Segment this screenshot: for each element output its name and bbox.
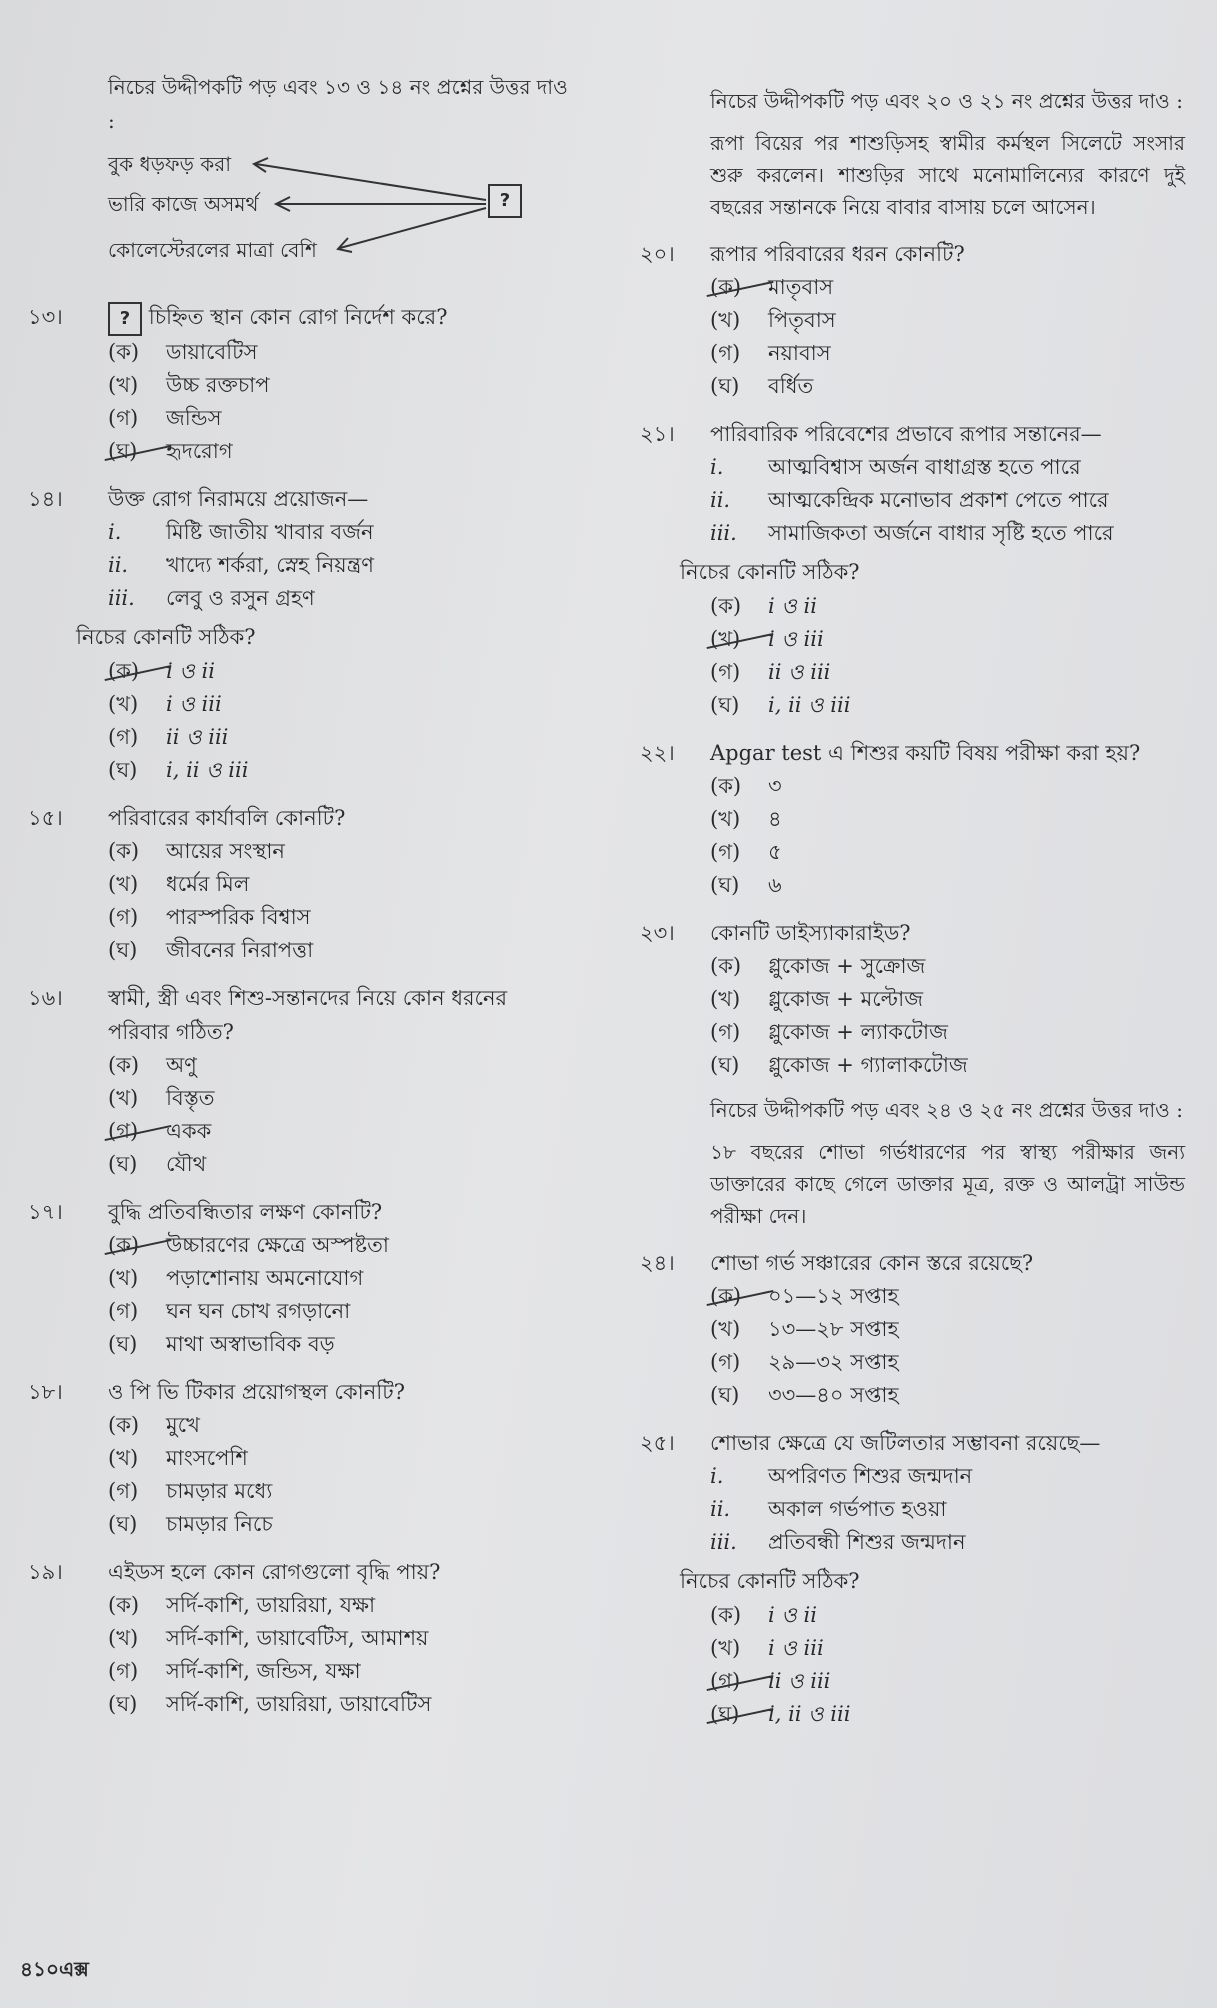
option-gha: (ঘ) হৃদরোগ: [108, 435, 588, 468]
question-25: [640, 1426, 1185, 1731]
question-text: পরিবারের কার্যাবলি কোনটি?: [108, 806, 346, 830]
option-ka: (ক) i ও ii: [108, 655, 588, 688]
question-text: শোভার ক্ষেত্রে যে জটিলতার সম্ভাবনা রয়েছে—: [710, 1431, 1101, 1455]
marked-answer: (গ): [710, 1665, 768, 1698]
question-number: ১৫।: [28, 806, 63, 830]
question-text: রূপার পরিবারের ধরন কোনটি?: [710, 242, 965, 266]
option-ka: (ক) ডায়াবেটিস: [108, 340, 258, 364]
statement-i: i. আত্মবিশ্বাস অর্জন বাধাগ্রস্ত হতে পারে: [710, 455, 1081, 479]
question-text: উক্ত রোগ নিরাময়ে প্রয়োজন—: [108, 487, 369, 511]
choose-prompt: নিচের কোনটি সঠিক?: [680, 1569, 860, 1593]
question-number: ১৩।: [28, 305, 63, 329]
statement-ii: ii. আত্মকেন্দ্রিক মনোভাব প্রকাশ পেতে পারে: [710, 488, 1109, 512]
question-number: ২৪।: [640, 1251, 675, 1275]
question-text: পারিবারিক পরিবেশের প্রভাবে রূপার সন্তানের—: [710, 422, 1102, 446]
passage-20-21: রূপা বিয়ের পর শাশুড়িসহ স্বামীর কর্মস্থল সিলেটে সংসার শুরু করলেন। শাশুড়ির সাথে মনোমালিন্যের কারণে দুই বছরের সন্তানকে নিয়ে বাবার বাসায় চলে আসেন।: [710, 131, 1185, 219]
symptom-diagram: [108, 150, 588, 300]
option-gha: (ঘ) বর্ধিত: [710, 374, 814, 398]
option-gha: (ঘ) ৩৩—৪০ সপ্তাহ: [710, 1383, 899, 1407]
option-kha: (খ) ৪: [710, 807, 782, 831]
question-number: ২৩।: [640, 921, 675, 945]
marked-answer: (গ): [108, 1115, 166, 1148]
option-ka: (ক) আয়ের সংস্থান: [108, 839, 285, 863]
question-number: ২৫।: [640, 1431, 675, 1455]
option-ga: (গ) ঘন ঘন চোখ রগড়ানো: [108, 1299, 351, 1323]
question-21: [640, 417, 1185, 722]
option-kha: (খ) মাংসপেশি: [108, 1446, 248, 1470]
question-number: ২২।: [640, 741, 675, 765]
statement-ii: ii. খাদ্যে শর্করা, স্নেহ নিয়ন্ত্রণ: [108, 553, 374, 577]
diagram-item-3: কোলেস্টেরলের মাত্রা বেশি: [108, 238, 317, 262]
option-kha: (খ) ধর্মের মিল: [108, 872, 250, 896]
question-15: [28, 801, 588, 967]
question-number: ১৯।: [28, 1560, 63, 1584]
option-ga: (গ) নয়াবাস: [710, 341, 831, 365]
option-gha: (ঘ) ৬: [710, 873, 782, 897]
question-23: [640, 916, 1185, 1082]
question-text: ও পি ভি টিকার প্রয়োগস্থল কোনটি?: [108, 1380, 405, 1404]
question-24: [640, 1246, 1185, 1412]
option-gha: (ঘ) i, ii ও iii: [710, 693, 851, 717]
option-ka: (ক) গ্লুকোজ + সুক্রোজ: [710, 954, 926, 978]
option-ka: (ক) উচ্চারণের ক্ষেত্রে অস্পষ্টতা: [108, 1229, 588, 1262]
diagram-arrows: [108, 150, 528, 290]
question-19: [28, 1555, 588, 1721]
option-ka: (ক) অণু: [108, 1053, 197, 1077]
option-ga: (গ) ii ও iii: [710, 1665, 1185, 1698]
question-number: ১৬।: [28, 986, 63, 1010]
option-kha: (খ) গ্লুকোজ + মল্টোজ: [710, 987, 923, 1011]
question-22: [640, 736, 1185, 902]
statement-iii: iii. লেবু ও রসুন গ্রহণ: [108, 586, 315, 610]
question-text: শোভা গর্ভ সঞ্চারের কোন স্তরে রয়েছে?: [710, 1251, 1034, 1275]
option-gha: (ঘ) জীবনের নিরাপত্তা: [108, 938, 314, 962]
question-text: বুদ্ধি প্রতিবন্ধিতার লক্ষণ কোনটি?: [108, 1200, 383, 1224]
option-kha: (খ) i ও iii: [108, 692, 222, 716]
question-text: চিহ্নিত স্থান কোন রোগ নির্দেশ করে?: [148, 305, 448, 329]
option-gha: (ঘ) মাথা অস্বাভাবিক বড়: [108, 1332, 335, 1356]
option-kha: (খ) i ও iii: [710, 1636, 824, 1660]
option-ga: (গ) ii ও iii: [108, 725, 229, 749]
question-16: [28, 981, 588, 1181]
choose-prompt: নিচের কোনটি সঠিক?: [680, 560, 860, 584]
marked-answer: (ঘ): [108, 435, 166, 468]
option-ga: (গ) ii ও iii: [710, 660, 831, 684]
question-text: এইডস হলে কোন রোগগুলো বৃদ্ধি পায়?: [108, 1560, 441, 1584]
option-kha: (খ) বিস্তৃত: [108, 1086, 215, 1110]
diagram-item-1: বুক ধড়ফড় করা: [108, 152, 232, 176]
option-ga: (গ) গ্লুকোজ + ল্যাকটোজ: [710, 1020, 948, 1044]
marked-answer: (ক): [108, 655, 166, 688]
option-kha: (খ) পড়াশোনায় অমনোযোগ: [108, 1266, 364, 1290]
option-ka: (ক) মুখে: [108, 1413, 200, 1437]
option-ga: (গ) সর্দি-কাশি, জন্ডিস, যক্ষা: [108, 1659, 361, 1683]
option-ga: (গ) ৫: [710, 840, 782, 864]
question-mark-box: ?: [488, 184, 522, 218]
option-ga: (গ) পারস্পরিক বিশ্বাস: [108, 905, 311, 929]
question-number: ২০।: [640, 242, 675, 266]
option-kha: (খ) সর্দি-কাশি, ডায়াবেটিস, আমাশয়: [108, 1626, 429, 1650]
statement-i: i. অপরিণত শিশুর জন্মদান: [710, 1464, 973, 1488]
option-kha: (খ) উচ্চ রক্তচাপ: [108, 373, 270, 397]
question-number: ১৭।: [28, 1200, 63, 1224]
right-column: [640, 85, 1185, 1731]
option-gha: (ঘ) চামড়ার নিচে: [108, 1512, 273, 1536]
question-text: Apgar test এ শিশুর কয়টি বিষয় পরীক্ষা করা হয়?: [710, 741, 1141, 765]
option-ka: (ক) i ও ii: [710, 594, 817, 618]
marked-answer: (ঘ): [710, 1698, 768, 1731]
marked-answer: (খ): [710, 623, 768, 656]
passage-24-25: ১৮ বছরের শোভা গর্ভধারণের পর স্বাস্থ্য পরীক্ষার জন্য ডাক্তারের কাছে গেলে ডাক্তার মূত্র, রক্ত ও আলট্রা সাউন্ড পরীক্ষা দেন।: [710, 1140, 1185, 1228]
left-column: [28, 70, 588, 1721]
page-footer-code: ৪১০এক্স: [20, 1957, 89, 1981]
question-number: ২১।: [640, 422, 675, 446]
option-ga: (গ) একক: [108, 1115, 588, 1148]
option-ga: (গ) জন্ডিস: [108, 406, 222, 430]
option-gha: (ঘ) যৌথ: [108, 1152, 207, 1176]
option-ka: (ক) মাতৃবাস: [710, 271, 1185, 304]
option-ka: (ক) সর্দি-কাশি, ডায়রিয়া, যক্ষা: [108, 1593, 376, 1617]
option-ka: (ক) ৩: [710, 774, 782, 798]
marked-answer: (ক): [710, 271, 768, 304]
stimulus-20-21: নিচের উদ্দীপকটি পড় এবং ২০ ও ২১ নং প্রশ্নের উত্তর দাও :: [710, 89, 1183, 113]
option-ka: (ক) ০১—১২ সপ্তাহ: [710, 1280, 1185, 1313]
option-gha: (ঘ) i, ii ও iii: [710, 1698, 1185, 1731]
choose-prompt: নিচের কোনটি সঠিক?: [76, 625, 256, 649]
option-gha: (ঘ) i, ii ও iii: [108, 758, 249, 782]
question-number: ১৪।: [28, 487, 63, 511]
diagram-question-box: [488, 184, 522, 218]
question-17: [28, 1195, 588, 1361]
option-ga: (গ) ২৯—৩২ সপ্তাহ: [710, 1350, 899, 1374]
marked-answer: (ক): [710, 1280, 768, 1313]
option-ga: (গ) চামড়ার মধ্যে: [108, 1479, 273, 1503]
option-gha: (ঘ) গ্লুকোজ + গ্যালাকটোজ: [710, 1053, 968, 1077]
diagram-item-2: ভারি কাজে অসমর্থ: [108, 192, 259, 216]
statement-iii: iii. প্রতিবন্ধী শিশুর জন্মদান: [710, 1530, 966, 1554]
question-text: কোনটি ডাইস্যাকারাইড?: [710, 921, 911, 945]
question-18: [28, 1375, 588, 1541]
option-kha: (খ) পিতৃবাস: [710, 308, 836, 332]
statement-ii: ii. অকাল গর্ভপাত হওয়া: [710, 1497, 947, 1521]
statement-i: i. মিষ্টি জাতীয় খাবার বর্জন: [108, 520, 374, 544]
question-20: [640, 237, 1185, 403]
option-ka: (ক) i ও ii: [710, 1603, 817, 1627]
option-kha: (খ) i ও iii: [710, 623, 1185, 656]
question-mark-box: ?: [108, 302, 142, 336]
option-gha: (ঘ) সর্দি-কাশি, ডায়রিয়া, ডায়াবেটিস: [108, 1692, 432, 1716]
stimulus-24-25: নিচের উদ্দীপকটি পড় এবং ২৪ ও ২৫ নং প্রশ্নের উত্তর দাও :: [710, 1098, 1183, 1122]
stimulus-13-14: নিচের উদ্দীপকটি পড় এবং ১৩ ও ১৪ নং প্রশ্নের উত্তর দাও :: [108, 75, 568, 133]
marked-answer: (ক): [108, 1229, 166, 1262]
question-14: [28, 482, 588, 787]
option-kha: (খ) ১৩—২৮ সপ্তাহ: [710, 1317, 899, 1341]
question-13: [28, 300, 588, 468]
question-text: স্বামী, স্ত্রী এবং শিশু-সন্তানদের নিয়ে কোন ধরনের পরিবার গঠিত?: [108, 986, 508, 1044]
question-number: ১৮।: [28, 1380, 63, 1404]
statement-iii: iii. সামাজিকতা অর্জনে বাধার সৃষ্টি হতে পারে: [710, 521, 1114, 545]
